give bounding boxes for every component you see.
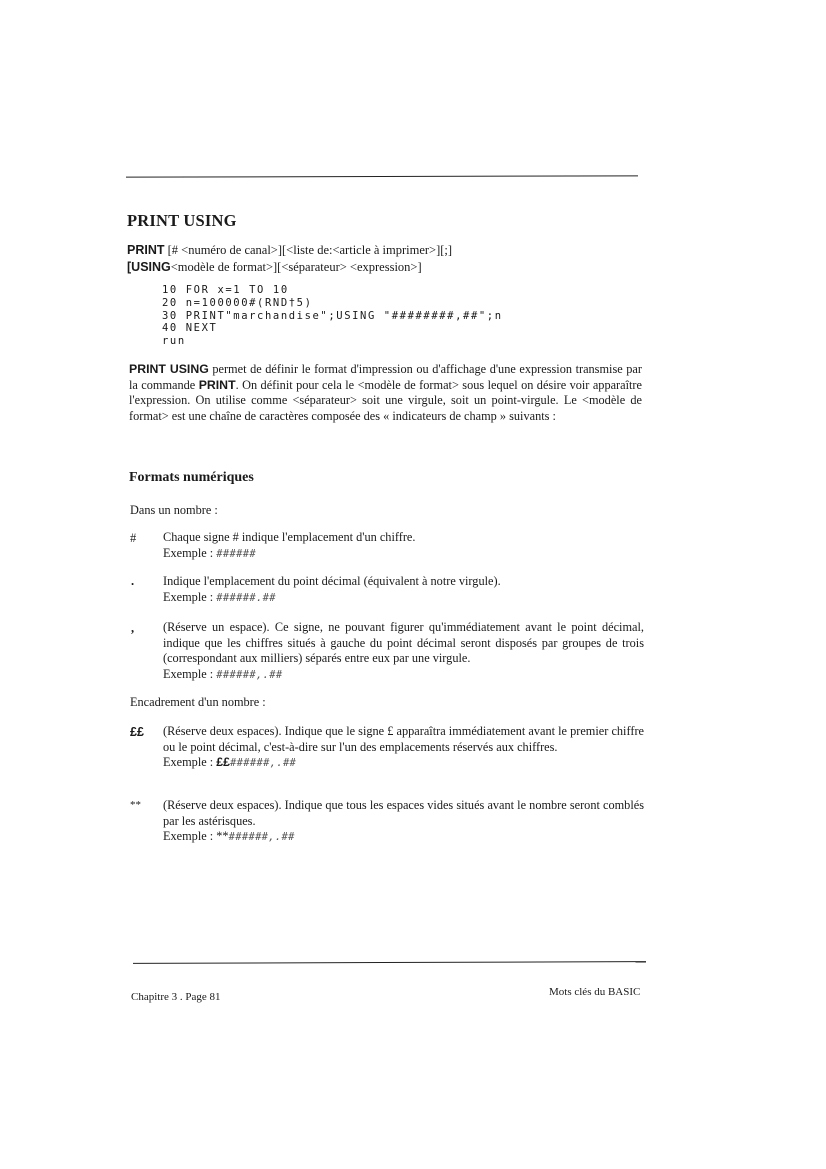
paragraph-text-2: . On définit pour cela le <modèle de format> sous lequel on désire voir apparaître l'expression. On utilise comme <séparateur> soit une virgule, soit un point-virgule. Le <modèle de format> est une chaîne de caractères composée des « indicateurs de champ » suivants : [129, 377, 642, 423]
item-text: (Réserve deux espaces). Indique que tous les espaces vides situés avant le nombre seront comblés par les astérisques. [163, 798, 644, 828]
example-label: Exemple : [163, 545, 217, 560]
syntax-line-2-text: <modèle de format>][<séparateur> <expression>] [170, 260, 422, 274]
example-label: Exemple : [163, 755, 217, 770]
item-marker-hash: # [130, 531, 137, 545]
keyword-print-using: PRINT USING [129, 362, 209, 376]
syntax-line-1-text: [# <numéro de canal>][<liste de:<article à imprimer>][;] [164, 243, 453, 257]
syntax-keyword-print: PRINT [127, 243, 165, 257]
item-marker-dot: . [131, 574, 135, 588]
item-asterisk [163, 798, 644, 846]
item-example [163, 829, 644, 846]
example-value: ######,.## [229, 757, 297, 770]
example-value: ######,.## [228, 831, 295, 844]
item-text: Chaque signe # indique l'emplacement d'un chiffre. [163, 530, 416, 544]
example-value: ###### [216, 547, 257, 560]
example-label: Exemple : [163, 589, 217, 604]
top-rule [126, 175, 638, 177]
code-line: 20 n=100000#(RND†5) [162, 296, 313, 309]
code-listing [162, 284, 503, 348]
description-paragraph [129, 362, 642, 424]
item-hash [163, 530, 644, 562]
keyword-print: PRINT [198, 377, 236, 392]
example-prefix: ** [216, 829, 229, 844]
item-example [163, 546, 644, 563]
item-example [163, 755, 644, 772]
footer-section-title: Mots clés du BASIC [549, 986, 641, 998]
example-prefix: ££ [216, 755, 230, 770]
intro-framing: Encadrement d'un nombre : [130, 695, 266, 709]
item-marker-pound: ££ [130, 725, 144, 739]
footer-chapter-page: Chapitre 3 . Page 81 [131, 991, 221, 1003]
intro-number: Dans un nombre : [130, 503, 218, 517]
item-pound [163, 724, 644, 772]
code-line: 10 FOR x=1 TO 10 [162, 284, 289, 296]
section-title: Formats numériques [129, 470, 254, 485]
item-example [163, 590, 644, 607]
item-text: (Réserve deux espaces). Indique que le signe £ apparaîtra immédiatement avant le premier chiffre ou le point décimal, c'est-à-dire sur l'un des emplacements réservés aux chiffres. [163, 724, 644, 754]
paragraph-text-1: permet de définir le format d'impression ou d'affichage d'une expression transmise par la commande [129, 362, 642, 392]
bottom-rule [133, 961, 646, 964]
example-value: ######.## [216, 591, 276, 604]
item-text: Indique l'emplacement du point décimal (équivalent à notre virgule). [163, 574, 501, 588]
page-title: PRINT USING [127, 211, 237, 230]
example-label: Exemple : [163, 829, 217, 844]
example-value: ######,.## [216, 668, 283, 681]
syntax-line-2 [127, 259, 452, 276]
item-comma [163, 620, 644, 683]
example-label: Exemple : [163, 666, 217, 681]
code-line: 40 NEXT [162, 322, 218, 335]
item-marker-asterisk: ** [130, 799, 141, 811]
syntax-keyword-using: [USING [127, 260, 171, 274]
item-marker-comma: , [131, 621, 135, 635]
syntax-block [127, 242, 452, 276]
item-example [163, 667, 644, 684]
code-line: 30 PRINT"marchandise";USING "########,##";n [162, 309, 503, 322]
item-dot [163, 574, 644, 606]
syntax-line-1 [127, 242, 452, 259]
code-line: run [162, 335, 186, 348]
item-text: (Réserve un espace). Ce signe, ne pouvant figurer qu'immédiatement avant le point décimal, indique que les chiffres situés à gauche du point décimal seront disposés par groupes de trois (correspondant aux milliers) séparés entre eux par une virgule. [163, 620, 644, 666]
